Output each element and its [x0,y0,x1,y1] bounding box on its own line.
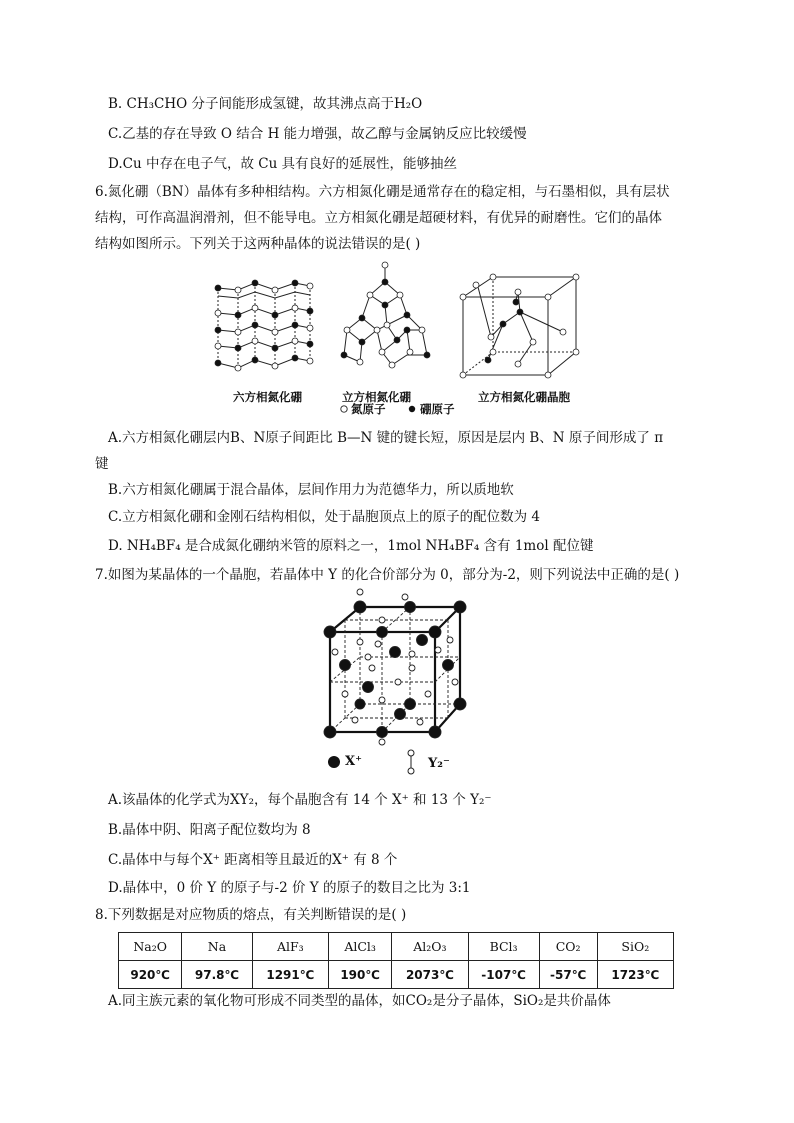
q7-stem: 7.如图为某晶体的一个晶胞，若晶体中 Y 的化合价部分为 0，部分为-2，则下列说法中正确的是( ) [95,567,680,583]
caption-cubic-bn: 立方相氮化硼 [342,390,411,404]
table-cell: 97.8℃ [182,961,252,989]
melting-point-table [118,932,674,989]
caption-hexagonal-bn: 六方相氮化硼 [233,390,302,404]
q6-option-c: C.立方相氮化硼和金刚石结构相似，处于晶胞顶点上的原子的配位数为 4 [108,509,541,525]
table-cell: AlF₃ [252,933,328,961]
caption-cubic-bn-cell: 立方相氮化硼晶胞 [478,390,570,404]
table-cell: BCl₃ [468,933,539,961]
q8-stem: 8.下列数据是对应物质的熔点，有关判断错误的是( ) [95,907,407,923]
cubic-bn-structure-figure [322,260,452,378]
cubic-bn-unit-cell-figure [458,272,580,380]
q6-stem-line2: 结构，可作高温润滑剂，但不能导电。立方相氮化硼是超硬材料，有优异的耐磨性。它们的晶体 [95,210,662,226]
q7-option-d: D.晶体中，0 价 Y 的原子与-2 价 Y 的原子的数目之比为 3:1 [108,880,471,896]
q8-option-a: A.同主族元素的氧化物可形成不同类型的晶体，如CO₂是分子晶体，SiO₂是共价晶体 [108,993,611,1009]
q6-option-d: D. NH₄BF₄ 是合成氮化硼纳米管的原料之一，1mol NH₄BF₄ 含有 1mol 配位键 [108,538,594,554]
table-cell: 1291℃ [252,961,328,989]
legend-x-cation-symbol [327,755,341,769]
table-cell: Na₂O [119,933,182,961]
table-cell: -107℃ [468,961,539,989]
table-cell: 190℃ [328,961,391,989]
legend-boron-symbol [407,404,417,414]
table-cell: 920℃ [119,961,182,989]
table-cell: AlCl₃ [328,933,391,961]
legend-y2-anion-label: Y₂⁻ [428,756,450,771]
q6-option-a-line2: 键 [95,456,109,472]
q7-option-c: C.晶体中与每个X⁺ 距离相等且最近的X⁺ 有 8 个 [108,852,398,868]
q5-option-b: B. CH₃CHO 分子间能形成氢键，故其沸点高于H₂O [108,96,423,112]
legend-nitrogen-symbol [339,404,349,414]
q7-option-b: B.晶体中阴、阳离子配位数均为 8 [108,822,311,838]
table-cell: 1723℃ [597,961,673,989]
q6-option-a-line1: A.六方相氮化硼层内B、N原子间距比 B—N 键的键长短，原因是层内 B、N 原子间形成了 π [108,430,664,446]
table-cell: Na [182,933,252,961]
q5-option-d: D.Cu 中存在电子气，故 Cu 具有良好的延展性，能够抽丝 [108,156,458,172]
table-row-substances [119,933,674,961]
q7-crystal-cell-figure [320,592,470,742]
q6-stem-line1: 6.氮化硼（BN）晶体有多种相结构。六方相氮化硼是通常存在的稳定相，与石墨相似，具有层状 [95,184,670,200]
table-cell: 2073℃ [392,961,468,989]
legend-x-cation-label: X⁺ [345,754,362,769]
legend-nitrogen-label: 氮原子 [351,402,386,416]
table-cell: SiO₂ [597,933,673,961]
q6-option-b: B.六方相氮化硼属于混合晶体，层间作用力为范德华力，所以质地软 [108,482,514,498]
q7-option-a: A.该晶体的化学式为XY₂，每个晶胞含有 14 个 X⁺ 和 13 个 Y₂⁻ [108,792,492,808]
table-row-melting-points [119,961,674,989]
table-cell: CO₂ [539,933,597,961]
legend-y2-anion-symbol [406,749,416,775]
hexagonal-bn-structure-figure [210,268,320,378]
q5-option-c: C.乙基的存在导致 O 结合 H 能力增强，故乙醇与金属钠反应比较缓慢 [108,126,527,142]
table-cell: Al₂O₃ [392,933,468,961]
legend-boron-label: 硼原子 [420,402,455,416]
q6-stem-line3: 结构如图所示。下列关于这两种晶体的说法错误的是( ) [95,236,421,252]
table-cell: -57℃ [539,961,597,989]
